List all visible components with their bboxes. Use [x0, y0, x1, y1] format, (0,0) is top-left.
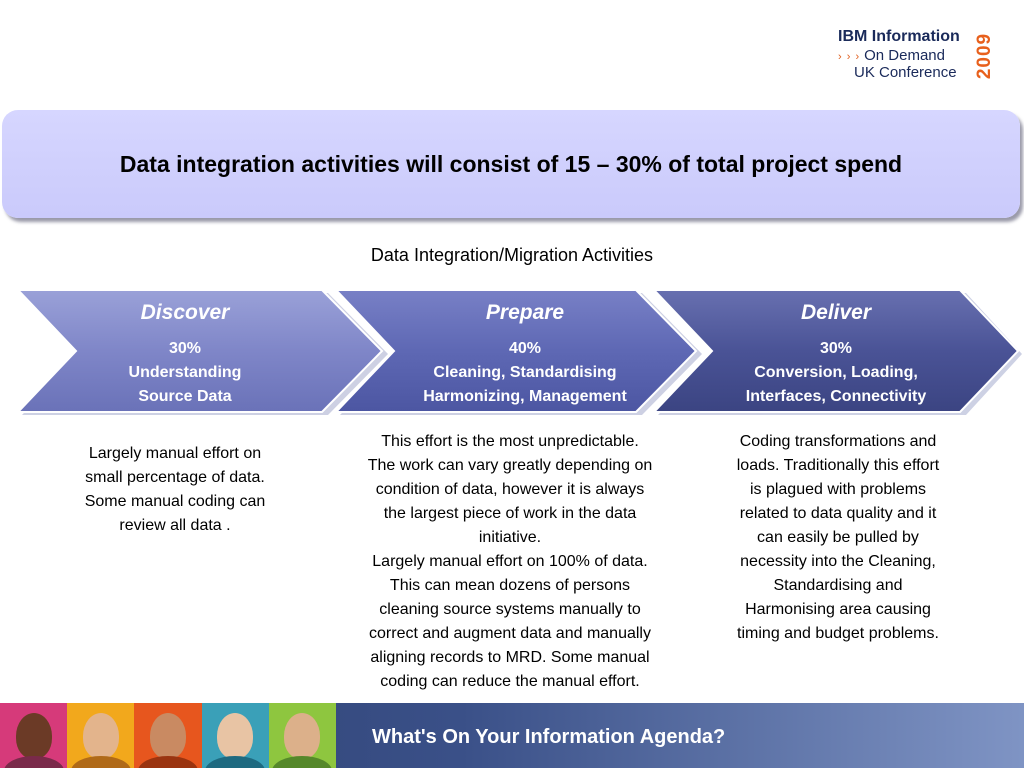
- stage-prepare: [388, 288, 662, 416]
- stage-prepare-description: Cleaning, Standardising Harmonizing, Management: [423, 364, 627, 405]
- logo-ibm-information: IBM Information: [838, 28, 960, 45]
- stage-prepare-name: Prepare: [485, 301, 565, 324]
- footer-banner: [0, 703, 1024, 768]
- person-photo-3: [134, 703, 201, 768]
- person-photo-2: [67, 703, 134, 768]
- discover-details: Largely manual effort on small percentage of data. Some manual coding can review all data .: [84, 445, 266, 534]
- conference-logo: [824, 28, 994, 84]
- stage-deliver-percent: 30%: [819, 340, 853, 357]
- stage-discover-description: Understanding Source Data: [128, 364, 242, 405]
- logo-on-demand: [838, 47, 945, 64]
- logo-year: [976, 28, 994, 84]
- title-banner: [2, 110, 1020, 218]
- prepare-details: This effort is the most unpredictable. The work can vary greatly depending on condition of data, however it is always the largest piece of work in the data initiative. Largely manual effort on 100% of data. This can mean dozens of persons cleaning source systems manually to correct and augment data and manually aligning records to MRD. Some manual coding can reduce the manual effort.: [367, 433, 653, 690]
- stage-discover: [70, 288, 300, 416]
- logo-year-text: 2009: [974, 32, 995, 80]
- stage-deliver-name: Deliver: [800, 301, 872, 324]
- stage-prepare-percent: 40%: [508, 340, 542, 357]
- person-photo-4: [202, 703, 269, 768]
- logo-on-demand-text: On Demand: [864, 47, 945, 64]
- person-photo-5: [269, 703, 336, 768]
- footer-tagline: What's On Your Information Agenda?: [372, 726, 726, 748]
- stage-deliver: [710, 288, 962, 416]
- stage-discover-percent: 30%: [168, 340, 202, 357]
- diagram-subtitle: Data Integration/Migration Activities: [370, 245, 654, 265]
- person-photo-1: [0, 703, 67, 768]
- process-flow: [0, 288, 1024, 418]
- stage-discover-name: Discover: [140, 301, 230, 324]
- stage-deliver-description: Conversion, Loading, Interfaces, Connectivity: [745, 364, 927, 405]
- people-photo-strip: [0, 703, 336, 768]
- chevron-arrows-icon: › › ›: [838, 51, 861, 63]
- deliver-details: Coding transformations and loads. Traditionally this effort is plagued with problems related to data quality and it can easily be pulled by necessity into the Cleaning, Standardising and Harmonising area causing timing and budget problems.: [736, 433, 940, 642]
- page-title: Data integration activities will consist of 15 – 30% of total project spend: [119, 150, 903, 177]
- logo-uk-conference: UK Conference: [854, 64, 957, 81]
